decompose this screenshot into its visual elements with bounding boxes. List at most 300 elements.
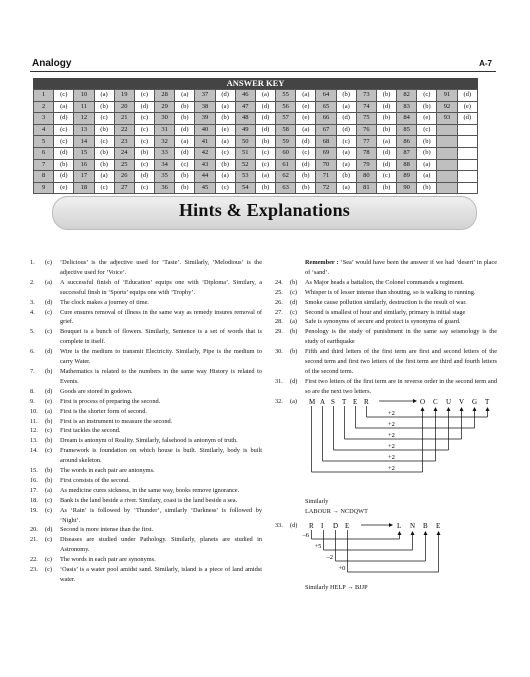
question-number-cell: [437, 182, 457, 194]
item-number: 21.: [30, 536, 38, 544]
item-text: ‘Oasis’ is a water pool amidst sand. Similarly, island is a piece of land amidst water.: [60, 566, 262, 583]
answer-cell: (b): [215, 159, 235, 171]
answer-cell: (d): [376, 101, 396, 113]
question-number-cell: 45: [195, 182, 215, 194]
question-number-cell: 68: [316, 136, 336, 148]
hint-item: [275, 327, 497, 347]
question-number-cell: [437, 147, 457, 159]
q33-option: (d): [290, 522, 298, 530]
item-option: (d): [45, 387, 53, 395]
answer-cell: (d): [376, 147, 396, 159]
answer-cell: (a): [336, 101, 356, 113]
q33-number: 33.: [275, 522, 283, 530]
item-number: 13.: [30, 437, 38, 445]
item-text: Goods are stored in godown.: [60, 387, 133, 395]
q33-arrowhead: [398, 531, 402, 535]
question-number-cell: 44: [195, 171, 215, 183]
answer-cell: (a): [255, 90, 275, 102]
answer-cell: (b): [417, 136, 437, 148]
answer-cell: (a): [255, 171, 275, 183]
q32-option: (a): [290, 397, 297, 405]
q32-source-letter: A: [320, 397, 326, 406]
question-number-cell: 19: [114, 90, 134, 102]
question-number-cell: 6: [34, 147, 54, 159]
hint-item: [30, 308, 262, 328]
item-text: Diseases are studied under Pathology. Similarly, planets are studied in Astronomy.: [60, 536, 262, 554]
hint-item: [275, 298, 497, 308]
hint-item: [275, 347, 497, 377]
question-number-cell: 54: [235, 182, 255, 194]
answer-cell: (d): [54, 113, 74, 125]
answer-cell: (c): [54, 124, 74, 136]
question-number-cell: 16: [74, 159, 94, 171]
answer-cell: (b): [296, 182, 316, 194]
item-option: (d): [290, 377, 298, 385]
question-number-cell: 51: [235, 147, 255, 159]
hint-item: [30, 407, 262, 417]
item-text: Safe is synonyms of secure and protect is synonyms of guard.: [305, 318, 461, 326]
page-number: A-7: [479, 59, 492, 68]
answer-cell: (b): [175, 171, 195, 183]
answer-cell: (c): [376, 171, 396, 183]
answer-cell: (c): [134, 124, 154, 136]
question-number-cell: 87: [397, 147, 417, 159]
hint-item: [30, 426, 262, 436]
item-number: 8.: [30, 387, 35, 395]
question-number-cell: 12: [74, 113, 94, 125]
answer-cell: (c): [417, 124, 437, 136]
answer-cell: (b): [94, 159, 114, 171]
hints-title: Hints & Explanations: [178, 200, 351, 220]
question-number-cell: [437, 136, 457, 148]
item-number: 1.: [30, 259, 35, 266]
answer-cell: [457, 147, 477, 159]
item-option: (c): [45, 556, 52, 564]
item-option: (b): [45, 437, 53, 445]
hint-item: [30, 496, 262, 506]
question-number-cell: 58: [276, 124, 296, 136]
answer-cell: (b): [54, 159, 74, 171]
hint-item: [275, 317, 497, 327]
answer-cell: (a): [417, 171, 437, 183]
remember-text: ‘Sea’ would have been the answer if we had ‘desert’ in place of ‘sand’.: [305, 259, 498, 276]
question-number-cell: 56: [276, 101, 296, 113]
question-number-cell: 90: [397, 182, 417, 194]
item-option: (c): [45, 566, 52, 574]
q32-arrowhead: [486, 407, 490, 411]
q33-figure: [302, 521, 455, 579]
question-number-cell: 59: [276, 136, 296, 148]
answer-cell: (b): [94, 147, 114, 159]
question-number-cell: 41: [195, 136, 215, 148]
q33-arrowhead: [437, 531, 441, 535]
q33-target-letter: B: [423, 522, 428, 531]
answer-cell: (d): [296, 136, 316, 148]
question-number-cell: 43: [195, 159, 215, 171]
hint-item: [30, 486, 262, 496]
question-number-cell: 69: [316, 147, 336, 159]
item-text: Framework is foundation on which house is built. Similarly, body is built around skeleton.: [60, 447, 262, 465]
answer-cell: (d): [376, 159, 396, 171]
item-option: (d): [45, 348, 53, 356]
hint-item: [30, 298, 262, 308]
answer-cell: (c): [134, 113, 154, 125]
item-number: 3.: [30, 298, 35, 306]
item-number: 12.: [30, 427, 38, 435]
hint-item: [30, 347, 262, 367]
item-number: 30.: [275, 348, 283, 356]
q33-result: Similarly HELP → BJJP: [305, 584, 368, 592]
question-number-cell: 48: [235, 113, 255, 125]
item-option: (d): [45, 526, 53, 534]
question-number-cell: 4: [34, 124, 54, 136]
answer-cell: (a): [175, 136, 195, 148]
item-number: 2.: [30, 278, 35, 286]
question-number-cell: 11: [74, 101, 94, 113]
question-number-cell: 82: [397, 90, 417, 102]
question-number-cell: 50: [235, 136, 255, 148]
question-number-cell: 81: [356, 182, 376, 194]
question-number-cell: 40: [195, 124, 215, 136]
answer-cell: (d): [255, 113, 275, 125]
item-text: Whisper is of lesser intense than shouting, so is walking to running.: [305, 288, 476, 296]
answer-cell: (b): [94, 124, 114, 136]
item-number: 29.: [275, 328, 283, 336]
answer-cell: (b): [255, 182, 275, 194]
item-text: Second is smallest of hour and similarly, primary is initial stage: [305, 308, 466, 316]
item-number: 25.: [275, 288, 283, 296]
q32-main-arrowhead: [413, 399, 417, 403]
question-number-cell: 79: [356, 159, 376, 171]
q32-step-label: +2: [388, 442, 395, 450]
answer-cell: (e): [296, 101, 316, 113]
question-number-cell: 63: [276, 182, 296, 194]
question-number-cell: 91: [437, 90, 457, 102]
question-number-cell: 1: [34, 90, 54, 102]
answer-cell: (e): [296, 113, 316, 125]
question-number-cell: 17: [74, 171, 94, 183]
question-number-cell: 70: [316, 159, 336, 171]
item-option: (a): [45, 486, 52, 494]
hint-item: [30, 258, 262, 278]
q32-source-letter: E: [353, 397, 358, 406]
item-number: 23.: [30, 566, 38, 574]
question-number-cell: 78: [356, 147, 376, 159]
answer-cell: (a): [215, 101, 235, 113]
answer-cell: (e): [54, 182, 74, 194]
item-text: Smoke cause pollution similarly, destruction is the result of war.: [305, 298, 467, 306]
answer-cell: (b): [94, 101, 114, 113]
answer-cell: (d): [336, 124, 356, 136]
question-number-cell: 57: [276, 113, 296, 125]
item-number: 27.: [275, 308, 283, 316]
answer-cell: (d): [215, 90, 235, 102]
hint-item: [30, 525, 262, 535]
q32-arrowhead: [434, 407, 438, 411]
hint-item: [30, 466, 262, 476]
question-number-cell: 27: [114, 182, 134, 194]
hint-item: [275, 278, 497, 288]
answer-cell: (b): [175, 101, 195, 113]
hint-item: [275, 288, 497, 298]
item-option: (b): [45, 467, 53, 475]
q33-step-label: +5: [314, 543, 322, 551]
item-number: 26.: [275, 298, 283, 306]
hint-item: [30, 327, 262, 347]
question-number-cell: 46: [235, 90, 255, 102]
question-number-cell: 92: [437, 101, 457, 113]
q32-item: [275, 397, 497, 497]
question-number-cell: 61: [276, 159, 296, 171]
item-option: (a): [45, 278, 52, 286]
question-number-cell: 93: [437, 113, 457, 125]
question-number-cell: 83: [397, 101, 417, 113]
question-number-cell: 23: [114, 136, 134, 148]
answer-key-row: [34, 113, 478, 125]
answer-cell: (b): [417, 182, 437, 194]
question-number-cell: 31: [155, 124, 175, 136]
q33-source-letter: D: [333, 522, 339, 531]
question-number-cell: 29: [155, 101, 175, 113]
answer-cell: (d): [296, 159, 316, 171]
q32-source-letter: T: [342, 397, 347, 406]
question-number-cell: 3: [34, 113, 54, 125]
q33-step-label: –6: [302, 532, 309, 540]
question-number-cell: 21: [114, 113, 134, 125]
item-text: As Major heads a battalion, the Colonel commands a regiment.: [305, 278, 464, 286]
question-number-cell: 60: [276, 147, 296, 159]
header-rule: [30, 71, 496, 72]
answer-cell: (a): [336, 159, 356, 171]
q32-target-letter: O: [420, 397, 426, 406]
item-text: Wire is the medium to transmit Electricity. Similarly, Pipe is the medium to carry Water.: [60, 348, 262, 366]
hint-item: [30, 436, 262, 446]
item-option: (c): [45, 427, 52, 435]
q32-target-letter: V: [459, 397, 465, 406]
answer-key-banner: ANSWER KEY: [33, 78, 478, 89]
q32-figure: [305, 397, 497, 493]
answer-cell: (c): [134, 136, 154, 148]
question-number-cell: 22: [114, 124, 134, 136]
question-number-cell: 80: [356, 171, 376, 183]
question-number-cell: 2: [34, 101, 54, 113]
answer-cell: (c): [94, 113, 114, 125]
item-number: 20.: [30, 526, 38, 534]
answer-key-row: [34, 136, 478, 148]
hint-item: [30, 555, 262, 565]
q32-step-label: +2: [388, 431, 395, 439]
question-number-cell: 88: [397, 159, 417, 171]
item-text: First two letters of the first term are in reverse order in the second term and so are the next two letters.: [305, 377, 497, 395]
item-text: Fifth and third letters of the first term are first and second letters of the second term and first two letters of the first term are third and fourth letters of the second term.: [305, 348, 497, 375]
item-text: The words in each pair are synonyms.: [60, 556, 156, 564]
item-option: (d): [45, 298, 53, 306]
answer-cell: (e): [417, 113, 437, 125]
item-option: (d): [290, 298, 298, 306]
q33-main-arrowhead: [389, 523, 393, 527]
q32-arrowhead: [460, 407, 464, 411]
q32-similarly: Similarly: [305, 497, 329, 505]
answer-cell: (c): [255, 147, 275, 159]
answer-cell: [457, 136, 477, 148]
answer-cell: (d): [255, 101, 275, 113]
q32-source-letter: S: [331, 397, 335, 406]
question-number-cell: 28: [155, 90, 175, 102]
question-number-cell: 38: [195, 101, 215, 113]
item-option: (c): [290, 288, 297, 296]
answer-cell: (c): [175, 159, 195, 171]
item-number: 31.: [275, 377, 283, 385]
question-number-cell: 89: [397, 171, 417, 183]
question-number-cell: 35: [155, 171, 175, 183]
question-number-cell: [437, 124, 457, 136]
hint-item: [30, 367, 262, 387]
answer-cell: [457, 159, 477, 171]
q32-step-label: +2: [388, 409, 395, 417]
question-number-cell: 10: [74, 90, 94, 102]
item-option: (b): [290, 278, 298, 286]
question-number-cell: 62: [276, 171, 296, 183]
hint-item: [30, 397, 262, 407]
answer-cell: (b): [215, 113, 235, 125]
answer-cell: (c): [336, 136, 356, 148]
question-number-cell: [437, 171, 457, 183]
question-number-cell: 15: [74, 147, 94, 159]
q32-target-letter: C: [433, 397, 438, 406]
question-number-cell: 33: [155, 147, 175, 159]
item-text: Cure ensures removal of illness in the same way as remedy insures removal of grief.: [60, 308, 262, 326]
item-number: 9.: [30, 397, 35, 405]
answer-cell: (e): [215, 124, 235, 136]
item-number: 17.: [30, 486, 38, 494]
hint-item: [30, 446, 262, 466]
item-number: 10.: [30, 407, 38, 415]
remember-label: Remember :: [305, 259, 339, 266]
hint-item: [30, 387, 262, 397]
question-number-cell: 84: [397, 113, 417, 125]
answer-cell: (a): [215, 171, 235, 183]
answer-key-row: [34, 159, 478, 171]
answer-cell: (d): [457, 113, 477, 125]
question-number-cell: 34: [155, 159, 175, 171]
question-number-cell: 76: [356, 124, 376, 136]
answer-cell: (b): [376, 124, 396, 136]
item-text: The clock makes a journey of time.: [60, 298, 149, 306]
question-number-cell: 32: [155, 136, 175, 148]
question-number-cell: 8: [34, 171, 54, 183]
question-number-cell: 39: [195, 113, 215, 125]
item-text: ‘Delicious’ is the adjective used for ‘Taste’. Similarly, ‘Melodious’ is the adjective used for ‘Voice’.: [60, 259, 262, 276]
item-text: Bank is the land beside a river. Similary, coast is the land beside a sea.: [60, 496, 238, 504]
answer-cell: (b): [255, 136, 275, 148]
question-number-cell: 24: [114, 147, 134, 159]
answer-cell: (c): [54, 136, 74, 148]
question-number-cell: [437, 159, 457, 171]
answer-cell: (a): [215, 136, 235, 148]
question-number-cell: 85: [397, 124, 417, 136]
answer-cell: (d): [54, 147, 74, 159]
q33-target-letter: L: [397, 522, 402, 531]
hint-item: [30, 278, 262, 298]
right-column: [275, 258, 497, 593]
question-number-cell: 42: [195, 147, 215, 159]
item-text: First consists of the second.: [60, 476, 130, 484]
item-option: (b): [45, 367, 53, 375]
answer-cell: (b): [175, 113, 195, 125]
item-option: (c): [45, 259, 52, 266]
item-text: Dream is antonym of Reality. Similarly, falsehood is antonym of truth.: [60, 437, 238, 445]
answer-cell: (c): [134, 159, 154, 171]
item-option: (a): [45, 407, 52, 415]
item-number: 14.: [30, 447, 38, 455]
item-number: 28.: [275, 318, 283, 326]
answer-cell: (c): [54, 90, 74, 102]
q33-source-letter: E: [345, 522, 350, 531]
answer-cell: (b): [336, 171, 356, 183]
q32-arrowhead: [447, 407, 451, 411]
answer-cell: (b): [296, 171, 316, 183]
answer-cell: [457, 124, 477, 136]
answer-key-row: [34, 147, 478, 159]
answer-cell: (a): [94, 90, 114, 102]
question-number-cell: 75: [356, 113, 376, 125]
remember-note: [275, 258, 497, 278]
question-number-cell: 14: [74, 136, 94, 148]
item-number: 4.: [30, 308, 35, 316]
question-number-cell: 18: [74, 182, 94, 194]
item-text: First tackles the second.: [60, 427, 121, 435]
question-number-cell: 20: [114, 101, 134, 113]
q32-target-letter: G: [472, 397, 478, 406]
answer-cell: (a): [296, 124, 316, 136]
answer-cell: (d): [336, 113, 356, 125]
answer-cell: (d): [54, 171, 74, 183]
item-text: The words in each pair are antonyms.: [60, 467, 155, 475]
answer-cell: (b): [336, 90, 356, 102]
question-number-cell: 72: [316, 182, 336, 194]
item-number: 19.: [30, 506, 38, 514]
item-option: (b): [45, 417, 53, 425]
hint-item: [30, 535, 262, 555]
q33-arrowhead: [424, 531, 428, 535]
answer-cell: (b): [175, 182, 195, 194]
hint-item: [30, 417, 262, 427]
item-option: (a): [290, 318, 297, 326]
item-text: As medicine cures sickness, in the same way, books remove ignorance.: [60, 486, 240, 494]
answer-cell: (a): [376, 136, 396, 148]
item-number: 18.: [30, 496, 38, 504]
answer-cell: (d): [175, 147, 195, 159]
item-option: (c): [290, 308, 297, 316]
item-text: Mathematics is related to the numbers in the same way History is related to Events.: [60, 367, 262, 385]
answer-cell: (a): [175, 90, 195, 102]
item-text: Penology is the study of punishment in the same say seismology is the study of earthquake: [305, 328, 497, 346]
question-number-cell: 64: [316, 90, 336, 102]
question-number-cell: 5: [34, 136, 54, 148]
item-text: Bouquet is a bunch of flowers. Similarly, Sentence is a set of words that is complete in itself.: [60, 328, 262, 346]
question-number-cell: 67: [316, 124, 336, 136]
answer-cell: (c): [134, 182, 154, 194]
item-number: 5.: [30, 328, 35, 336]
answer-cell: (b): [376, 90, 396, 102]
question-number-cell: 73: [356, 90, 376, 102]
answer-cell: (b): [134, 147, 154, 159]
answer-key-row: [34, 90, 478, 102]
answer-cell: (b): [376, 182, 396, 194]
item-number: 7.: [30, 367, 35, 375]
q32-result: LABOUR → NCDQWT: [305, 507, 368, 515]
item-option: (e): [45, 397, 52, 405]
